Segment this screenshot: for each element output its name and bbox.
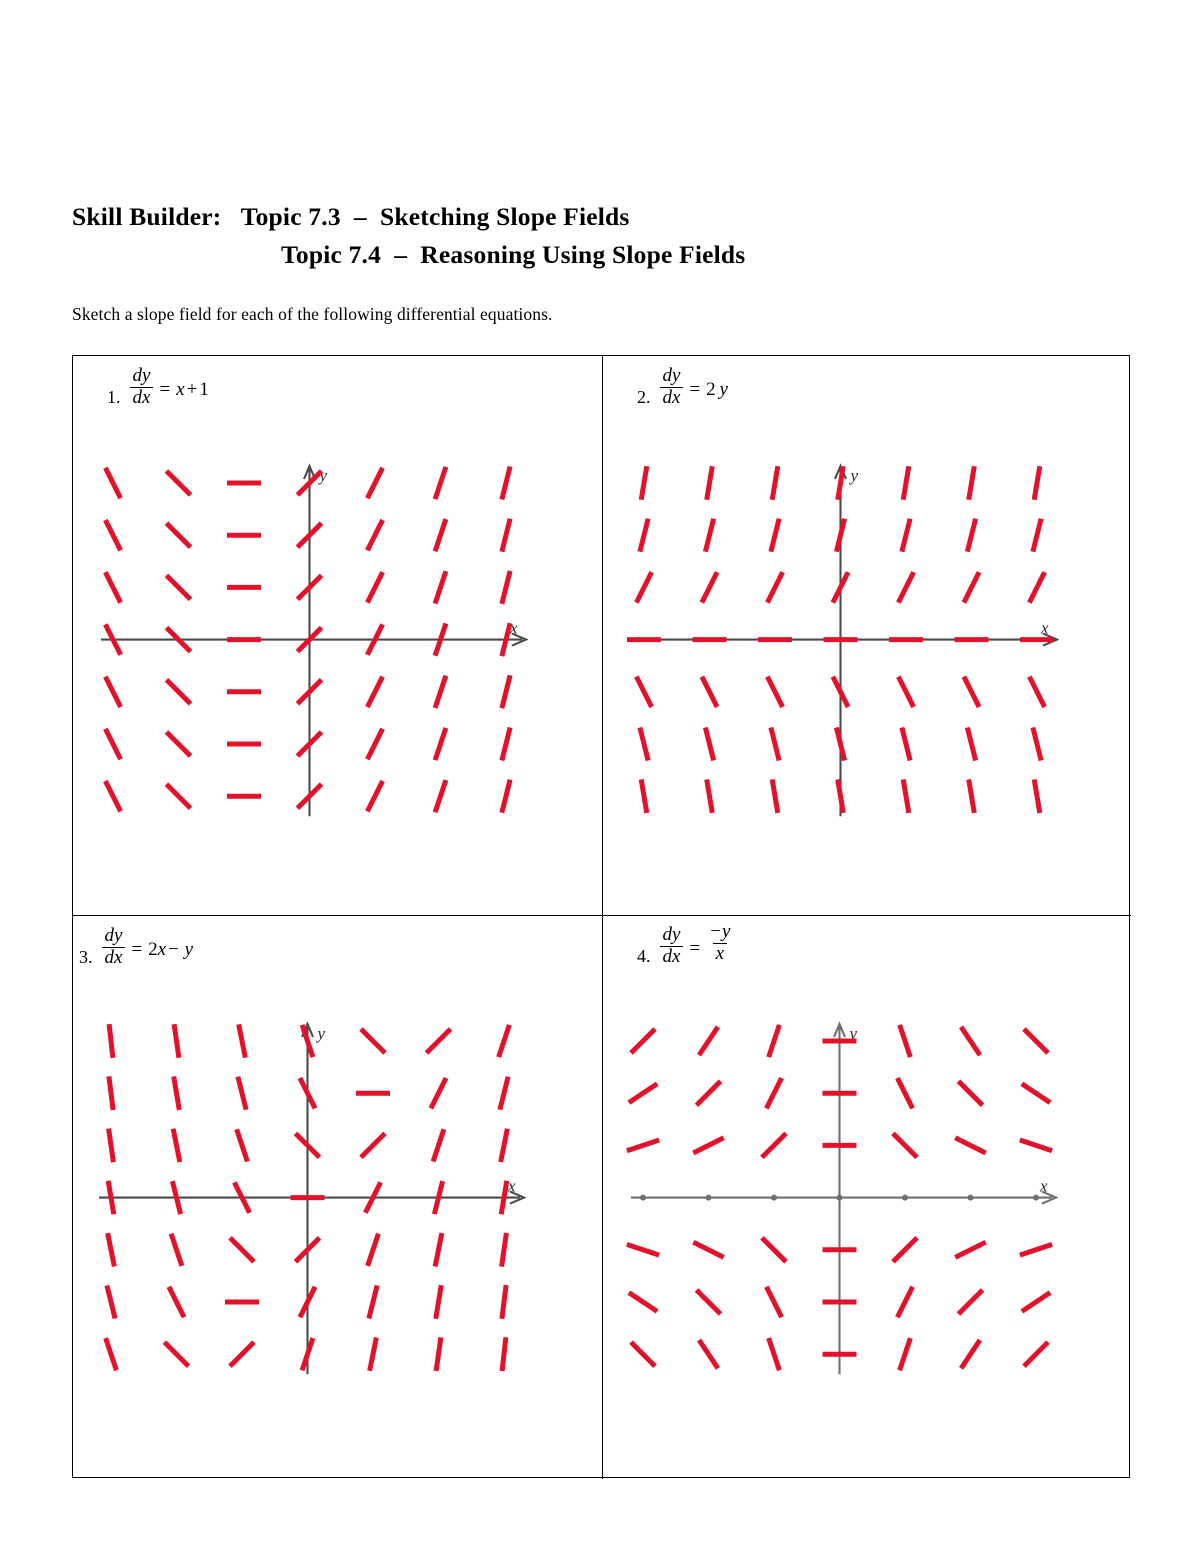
slope-segment <box>368 1234 379 1266</box>
equals-sign-4: = <box>689 938 701 960</box>
slope-segment <box>903 466 909 500</box>
slope-segment <box>902 727 910 760</box>
slope-segment <box>435 571 446 603</box>
slope-segment <box>699 1027 718 1055</box>
slope-marker-dot <box>1033 1195 1039 1201</box>
slope-segment <box>105 781 120 811</box>
problem-cell-4 <box>602 915 1131 1479</box>
slope-segment <box>502 675 510 708</box>
derivative-fraction-1 <box>130 366 154 408</box>
slope-segment <box>771 727 779 760</box>
slope-segment <box>705 727 713 760</box>
slope-segment <box>961 1340 980 1368</box>
equals-sign-3: = <box>131 939 143 961</box>
slope-segment <box>693 1242 723 1257</box>
slope-segment <box>771 519 779 552</box>
slope-segment <box>702 572 717 602</box>
slope-segment <box>696 1081 720 1105</box>
slope-segment <box>109 1129 114 1163</box>
slope-segment <box>166 523 190 547</box>
derivative-fraction-2 <box>660 366 684 408</box>
slope-segment <box>361 1133 385 1157</box>
equals-sign-2: = <box>689 379 701 401</box>
slope-segment <box>767 677 782 707</box>
slope-segment <box>893 1238 917 1262</box>
slope-segment <box>501 1129 508 1162</box>
slope-segment <box>1022 1293 1050 1312</box>
slope-marker-dot <box>640 1195 646 1201</box>
page-title <box>72 198 1132 274</box>
fraction-denominator: x <box>713 943 727 965</box>
fraction-numerator: dy <box>104 925 123 946</box>
slope-segment <box>636 677 651 707</box>
slope-segment <box>1034 466 1040 500</box>
slope-segment <box>500 1077 508 1110</box>
slope-segment <box>435 467 446 499</box>
slope-segment <box>707 779 713 813</box>
slope-segment <box>696 1290 720 1314</box>
slope-segment <box>627 1244 659 1255</box>
problem-number-1: 1. <box>107 387 121 408</box>
fraction-denominator: dx <box>102 947 126 969</box>
slope-segment <box>1029 677 1044 707</box>
title-line-1: Skill Builder: Topic 7.3 – Sketching Slope Fields <box>72 202 630 231</box>
slope-segment <box>173 1129 180 1162</box>
slope-segment <box>958 1290 982 1314</box>
slope-segment <box>166 680 190 704</box>
slope-segment <box>958 1081 982 1105</box>
slope-segment <box>631 1029 655 1053</box>
slope-segment <box>955 1138 985 1153</box>
slope-segment <box>897 1078 912 1108</box>
slope-segment <box>1033 727 1041 760</box>
slope-segment <box>435 1233 442 1266</box>
slope-segment <box>766 1078 781 1108</box>
slope-segment <box>766 1287 781 1317</box>
slope-segment <box>903 779 909 813</box>
slope-segment <box>898 572 913 602</box>
slope-segment <box>166 471 190 495</box>
slope-segment <box>705 519 713 552</box>
slope-segment <box>108 1233 115 1266</box>
y-axis-label: y <box>317 1023 326 1043</box>
slope-segment <box>955 1242 985 1257</box>
fraction-numerator: dy <box>132 365 151 386</box>
slope-segment <box>169 1287 184 1317</box>
equals-sign-1: = <box>159 379 171 401</box>
slope-segment <box>1020 1244 1052 1255</box>
slope-segment <box>640 727 648 760</box>
slope-segment <box>431 1078 446 1108</box>
slope-segment <box>238 1077 246 1110</box>
slope-segment <box>502 727 510 760</box>
y-axis-label: y <box>850 465 859 485</box>
equation-3 <box>79 926 193 968</box>
slope-segment <box>699 1340 718 1368</box>
slope-segment <box>502 1285 506 1319</box>
instruction-text: Sketch a slope field for each of the following differential equations. <box>72 304 553 324</box>
slope-segment <box>640 519 648 552</box>
slope-segment <box>166 575 190 599</box>
problem-number-3: 3. <box>79 947 93 968</box>
slope-segment <box>502 467 510 500</box>
problem-cell-2 <box>602 356 1131 915</box>
slope-segment <box>967 519 975 552</box>
slope-segment <box>367 781 382 811</box>
problems-table <box>72 355 1130 1478</box>
slope-segment <box>693 1138 723 1153</box>
slope-marker-dot <box>837 1195 843 1201</box>
slope-segment <box>164 1342 188 1366</box>
slope-segment <box>105 468 120 498</box>
slope-segment <box>902 519 910 552</box>
slope-field-plot-3 <box>89 1019 526 1376</box>
slope-segment <box>108 1181 114 1215</box>
slope-segment <box>166 732 190 756</box>
slope-segment <box>1020 1140 1052 1151</box>
slope-segment <box>107 1285 115 1318</box>
problem-number-4: 4. <box>637 946 651 967</box>
slope-segment <box>433 1129 444 1161</box>
slope-segment <box>237 1129 248 1161</box>
slope-segment <box>435 780 446 812</box>
slope-segment <box>171 1234 182 1266</box>
x-axis-label: x <box>507 1176 516 1196</box>
y-axis-label: y <box>849 1023 858 1043</box>
slope-segment <box>436 1337 441 1371</box>
slope-segment <box>969 466 975 500</box>
slope-segment <box>636 572 651 602</box>
fraction-denominator: dx <box>130 387 154 409</box>
problem-cell-3 <box>73 915 602 1479</box>
slope-field-plot-4 <box>621 1019 1058 1376</box>
slope-segment <box>641 779 647 813</box>
slope-segment <box>772 779 778 813</box>
slope-segment <box>964 677 979 707</box>
slope-segment <box>967 727 975 760</box>
slope-segment <box>105 729 120 759</box>
slope-segment <box>106 1338 117 1370</box>
slope-segment <box>109 1076 113 1110</box>
slope-segment <box>230 1238 254 1262</box>
slope-segment <box>502 1233 507 1267</box>
x-axis-label: x <box>509 618 518 638</box>
slope-segment <box>900 1025 911 1057</box>
slope-segment <box>898 677 913 707</box>
slope-segment <box>109 1024 113 1058</box>
slope-segment <box>627 1140 659 1151</box>
x-axis-label: x <box>1040 618 1049 638</box>
slope-segment <box>629 1293 657 1312</box>
slope-segment <box>1033 519 1041 552</box>
slope-segment <box>1022 1084 1050 1103</box>
slope-segment <box>769 1338 780 1370</box>
fraction-denominator: dx <box>660 387 684 409</box>
slope-segment <box>629 1084 657 1103</box>
slope-segment <box>105 520 120 550</box>
slope-segment <box>502 519 510 552</box>
derivative-fraction-3 <box>102 926 126 968</box>
slope-segment <box>641 466 647 500</box>
slope-segment <box>367 468 382 498</box>
problem-number-2: 2. <box>637 387 651 408</box>
slope-segment <box>707 466 713 500</box>
equation-2 <box>637 366 728 408</box>
slope-segment <box>426 1029 450 1053</box>
slope-segment <box>166 784 190 808</box>
slope-segment <box>369 1285 377 1318</box>
slope-segment <box>499 1025 510 1057</box>
slope-segment <box>964 572 979 602</box>
slope-segment <box>1024 1342 1048 1366</box>
slope-segment <box>367 729 382 759</box>
slope-marker-dot <box>967 1195 973 1201</box>
slope-segment <box>174 1024 179 1058</box>
x-axis-label: x <box>1039 1176 1048 1196</box>
fraction-numerator: dy <box>662 365 681 386</box>
slope-segment <box>361 1029 385 1053</box>
slope-field-plot-1 <box>91 461 528 818</box>
slope-segment <box>969 779 975 813</box>
equation-rhs-3: 2x − y <box>148 939 194 961</box>
slope-segment <box>767 572 782 602</box>
problem-cell-1 <box>73 356 602 915</box>
slope-segment <box>502 780 510 813</box>
slope-segment <box>762 1133 786 1157</box>
slope-field-svg <box>91 461 528 818</box>
slope-segment <box>893 1133 917 1157</box>
slope-segment <box>435 519 446 551</box>
slope-segment <box>370 1338 377 1371</box>
fraction-denominator: dx <box>660 946 684 968</box>
rhs-fraction-4 <box>706 922 733 964</box>
slope-segment <box>838 779 844 813</box>
slope-segment <box>1034 779 1040 813</box>
slope-segment <box>769 1025 780 1057</box>
slope-segment <box>1029 572 1044 602</box>
equation-rhs-2: 2 y <box>706 379 728 401</box>
slope-segment <box>105 572 120 602</box>
slope-segment <box>961 1027 980 1055</box>
slope-segment <box>367 520 382 550</box>
slope-field-plot-2 <box>622 461 1059 818</box>
slope-segment <box>105 677 120 707</box>
slope-segment <box>436 1285 442 1319</box>
slope-marker-dot <box>771 1195 777 1201</box>
slope-segment <box>174 1076 180 1110</box>
slope-segment <box>702 677 717 707</box>
title-line-2: Topic 7.4 – Reasoning Using Slope Fields <box>281 240 746 269</box>
equation-rhs-1: x + 1 <box>176 379 209 401</box>
equation-1 <box>107 366 209 408</box>
y-axis-label: y <box>319 465 328 485</box>
slope-marker-dot <box>706 1195 712 1201</box>
slope-segment <box>502 1337 506 1371</box>
slope-segment <box>900 1338 911 1370</box>
slope-segment <box>502 571 510 604</box>
slope-segment <box>230 1342 254 1366</box>
slope-segment <box>762 1238 786 1262</box>
slope-segment <box>435 676 446 708</box>
slope-segment <box>501 1181 507 1215</box>
fraction-numerator: dy <box>662 924 681 945</box>
equation-4 <box>637 922 733 967</box>
derivative-fraction-4 <box>660 925 684 967</box>
slope-field-svg <box>621 1019 1058 1376</box>
slope-segment <box>367 677 382 707</box>
slope-field-svg <box>89 1019 526 1376</box>
slope-segment <box>239 1024 246 1057</box>
slope-field-svg <box>622 461 1059 818</box>
slope-segment <box>631 1342 655 1366</box>
slope-segment <box>897 1287 912 1317</box>
slope-segment <box>367 572 382 602</box>
slope-marker-dot <box>902 1195 908 1201</box>
fraction-numerator: −y <box>709 921 731 942</box>
slope-segment <box>772 466 778 500</box>
slope-segment <box>435 728 446 760</box>
slope-segment <box>1024 1029 1048 1053</box>
